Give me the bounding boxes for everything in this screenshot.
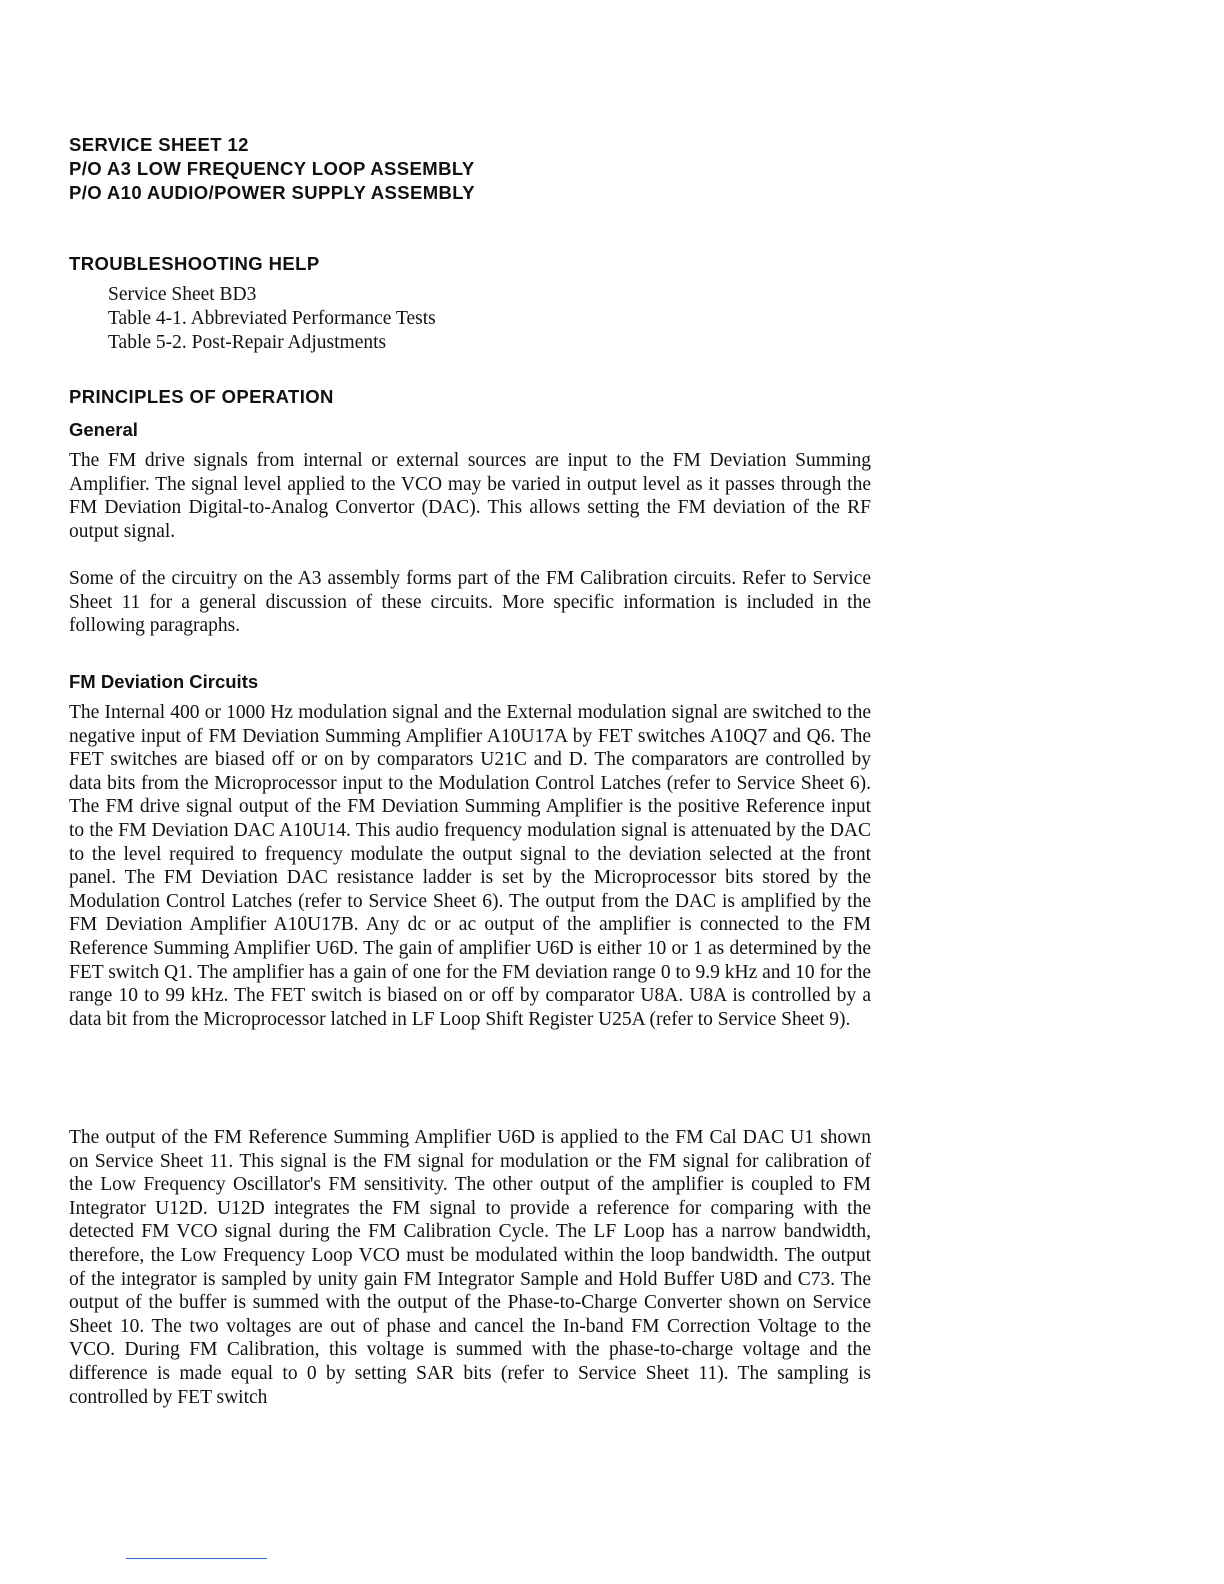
fm-deviation-paragraph-1: The Internal 400 or 1000 Hz modulation signal and the External modulation signal are switched to the negative input of FM Deviation Summing Amplifier A10U17A by FET switches A10Q7 and Q6. The FET switches are biased off or on by comparators U21C and D. The comparators are controlled by data bits from the Microprocessor input to the Modulation Control Latches (refer to Service Sheet 6). The FM drive signal output of the FM Deviation Summing Amplifier is the positive Reference input to the FM Deviation DAC A10U14. This audio frequency modulation signal is attenuated by the DAC to the level required to frequency modulate the output signal to the deviation selected at the front panel. The FM Deviation DAC resistance ladder is set by the Microprocessor bits stored by the Modulation Control Latches (refer to Service Sheet 6). The output from the DAC is amplified by the FM Deviation Amplifier A10U17B. Any dc or ac output of the amplifier is connected to the FM Reference Summing Amplifier U6D. The gain of amplifier U6D is either 10 or 1 as determined by the FET switch Q1. The amplifier has a gain of one for the FM deviation range 0 to 9.9 kHz and 10 for the range 10 to 99 kHz. The FET switch is biased on or off by comparator U8A. U8A is controlled by a data bit from the Microprocessor latched in LF Loop Shift Register U25A (refer to Service Sheet 9). xyxy=(69,702,871,1030)
troubleshooting-item: Table 5-2. Post-Repair Adjustments xyxy=(108,332,387,353)
general-paragraph-1: The FM drive signals from internal or external sources are input to the FM Deviation Summing Amplifier. The signal level applied to the VCO may be varied in output level as it passes through the FM Deviation Digital-to-Analog Convertor (DAC). This allows setting the FM deviation of the RF output signal. xyxy=(69,450,871,542)
troubleshooting-item: Service Sheet BD3 xyxy=(108,284,257,305)
footer-rule xyxy=(126,1558,267,1559)
principles-heading: PRINCIPLES OF OPERATION xyxy=(69,386,334,407)
general-paragraph-2: Some of the circuitry on the A3 assembly forms part of the FM Calibration circuits. Refer to Service Sheet 11 for a general discussion of these circuits. More specific information is included in the following paragraphs. xyxy=(69,568,871,637)
assembly-title-a3: P/O A3 LOW FREQUENCY LOOP ASSEMBLY xyxy=(69,158,475,179)
service-sheet-title: SERVICE SHEET 12 xyxy=(69,134,249,155)
troubleshooting-item: Table 4-1. Abbreviated Performance Tests xyxy=(108,308,436,329)
fm-deviation-paragraph-2: The output of the FM Reference Summing Amplifier U6D is applied to the FM Cal DAC U1 shown on Service Sheet 11. This signal is the FM signal for modulation or the FM signal for calibration of the Low Frequency Oscillator's FM sensitivity. The other output of the amplifier is coupled to FM Integrator U12D. U12D integrates the FM signal to provide a reference for comparing with the detected FM VCO signal during the FM Calibration Cycle. The LF Loop has a narrow bandwidth, therefore, the Low Frequency Loop VCO must be modulated within the loop bandwidth. The output of the integrator is sampled by unity gain FM Integrator Sample and Hold Buffer U8D and C73. The output of the buffer is summed with the output of the Phase-to-Charge Converter shown on Service Sheet 10. The two voltages are out of phase and cancel the In-band FM Correction Voltage to the VCO. During FM Calibration, this voltage is summed with the phase-to-charge voltage and the difference is made equal to 0 by setting SAR bits (refer to Service Sheet 11). The sampling is controlled by FET switch xyxy=(69,1127,871,1408)
assembly-title-a10: P/O A10 AUDIO/POWER SUPPLY ASSEMBLY xyxy=(69,182,476,203)
troubleshooting-heading: TROUBLESHOOTING HELP xyxy=(69,253,320,274)
general-subheading: General xyxy=(69,419,138,440)
fm-deviation-subheading: FM Deviation Circuits xyxy=(69,671,259,692)
